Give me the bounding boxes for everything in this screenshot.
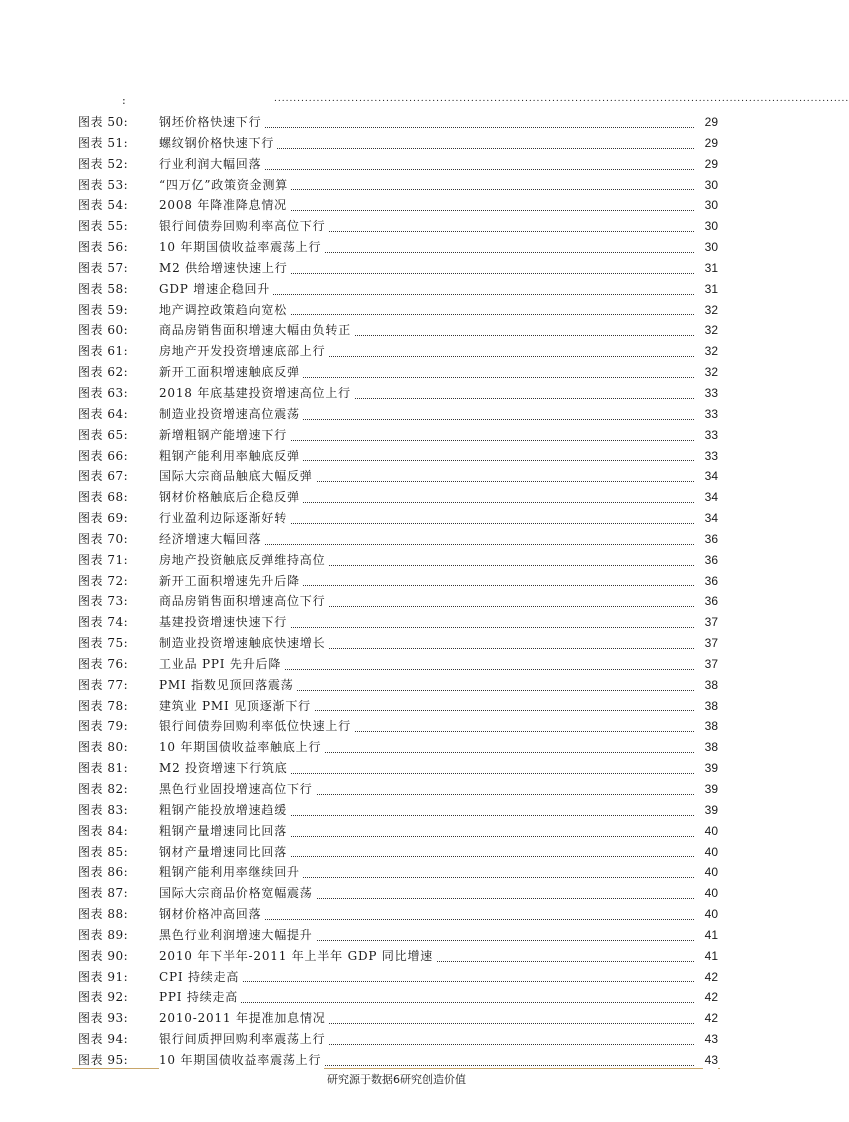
toc-entry[interactable] [78,279,718,300]
toc-entry[interactable] [78,696,718,717]
toc-entry-title[interactable]: 钢坯价格快速下行 [159,112,264,132]
toc-entry-page-number[interactable]: 33 [703,383,718,403]
toc-entry[interactable] [78,487,718,508]
toc-continuation-line [78,94,849,108]
toc-entry-page-number[interactable]: 37 [703,633,718,653]
toc-entry[interactable] [78,216,718,237]
toc-entry-title[interactable]: 制造业投资增速高位震荡 [159,404,303,424]
toc-entry-title[interactable]: 行业盈利边际逐渐好转 [159,508,290,528]
toc-entry-title[interactable]: 工业品 PPI 先升后降 [159,654,284,674]
toc-entry-title[interactable]: 基建投资增速快速下行 [159,612,290,632]
toc-continuation-colon: : [122,94,126,107]
toc-entry-label: 图表 92: [78,990,129,1005]
toc-entry[interactable] [78,821,718,842]
toc-entry-label: 图表 94: [78,1032,129,1047]
toc-entry[interactable] [78,716,718,737]
toc-entry-label: 图表 91: [78,969,129,984]
toc-entry-title[interactable]: 新增粗钢产能增速下行 [159,425,290,445]
toc-entry[interactable] [78,300,718,321]
toc-entry-page-number[interactable]: 42 [703,967,718,987]
toc-entry-page-number[interactable]: 32 [703,300,718,320]
toc-entry-title[interactable]: PMI 指数见顶回落震荡 [159,675,297,695]
toc-entry-title[interactable]: 粗钢产量增速同比回落 [159,821,290,841]
toc-entry[interactable] [78,842,718,863]
toc-entry[interactable] [78,258,718,279]
toc-entry[interactable] [78,862,718,883]
toc-entry-page-number[interactable]: 39 [703,779,718,799]
toc-entry-page-number[interactable]: 29 [703,133,718,153]
toc-entry-label: 图表 72: [78,573,129,588]
toc-entry-title[interactable]: M2 投资增速下行筑底 [159,758,291,778]
toc-entry-label: 图表 78: [78,698,129,713]
toc-entry-label: 图表 81: [78,761,129,776]
toc-entry-title[interactable]: 银行间质押回购利率震荡上行 [159,1029,328,1049]
toc-entry-page-number[interactable]: 32 [703,320,718,340]
toc-entry-label: 图表 63: [78,385,129,400]
toc-entry[interactable] [78,925,718,946]
toc-entry[interactable] [78,404,718,425]
toc-entry-title[interactable]: 国际大宗商品触底大幅反弹 [159,466,316,486]
toc-entry-title[interactable]: 新开工面积增速触底反弹 [159,362,303,382]
toc-entry-page-number[interactable]: 39 [703,800,718,820]
toc-entry-label: 图表 79: [78,719,129,734]
toc-entry-label: 图表 76: [78,656,129,671]
toc-entry[interactable] [78,800,718,821]
toc-entry-label: 图表 66: [78,448,129,463]
toc-entry-page-number[interactable]: 36 [703,591,718,611]
toc-entry-page-number[interactable]: 31 [703,279,718,299]
toc-entry-title[interactable]: 10 年期国债收益率震荡上行 [159,237,324,257]
toc-entry[interactable] [78,320,718,341]
toc-entry-title[interactable]: 建筑业 PMI 见顶逐渐下行 [159,696,314,716]
toc-entry-page-number[interactable]: 34 [703,487,718,507]
toc-entry-label: 图表 60: [78,323,129,338]
toc-entry-title[interactable]: PPI 持续走高 [159,987,241,1007]
toc-entry-label: 图表 85: [78,844,129,859]
toc-entry-page-number[interactable]: 30 [703,216,718,236]
toc-entry-title[interactable]: M2 供给增速快速上行 [159,258,291,278]
toc-entry-title[interactable]: 银行间债券回购利率高位下行 [159,216,328,236]
toc-entry-title[interactable]: 2010 年下半年-2011 年上半年 GDP 同比增速 [159,946,436,966]
toc-entry[interactable] [78,112,718,133]
toc-entry-label: 图表 84: [78,823,129,838]
toc-entry[interactable] [78,1008,718,1029]
toc-entry[interactable] [78,654,718,675]
toc-entry-page-number[interactable]: 31 [703,258,718,278]
toc-entry-label: 图表 83: [78,802,129,817]
toc-entry-label: 图表 58: [78,281,129,296]
toc-entry-title[interactable]: 商品房销售面积增速高位下行 [159,591,328,611]
toc-entry-page-number[interactable]: 37 [703,612,718,632]
toc-entry-title[interactable]: 2010-2011 年提准加息情况 [159,1008,329,1028]
toc-entry-label: 图表 77: [78,677,129,692]
toc-entry[interactable] [78,967,718,988]
toc-entry-title[interactable]: 地产调控政策趋向宽松 [159,300,290,320]
toc-entry[interactable] [78,591,718,612]
toc-entry-title[interactable]: 钢材产量增速同比回落 [159,842,290,862]
toc-entry[interactable] [78,1029,718,1050]
toc-entry-title[interactable]: 行业利润大幅回落 [159,154,264,174]
toc-entry-title[interactable]: 国际大宗商品价格宽幅震荡 [159,883,316,903]
toc-entry-title[interactable]: 螺纹钢价格快速下行 [159,133,277,153]
toc-entry-label: 图表 50: [78,115,129,129]
toc-entry-page-number[interactable]: 38 [703,716,718,736]
toc-entry-page-number[interactable]: 43 [703,1050,718,1070]
toc-entry[interactable] [78,341,718,362]
toc-entry-page-number[interactable]: 32 [703,341,718,361]
toc-entry-page-number[interactable]: 41 [703,946,718,966]
toc-entry-page-number[interactable]: 41 [703,925,718,945]
toc-entry-page-number[interactable]: 40 [703,883,718,903]
toc-entry-label: 图表 95: [78,1052,129,1067]
toc-entry-title[interactable]: 房地产投资触底反弹维持高位 [159,550,328,570]
toc-entry-title[interactable]: 2008 年降准降息情况 [159,195,290,215]
toc-entry[interactable] [78,779,718,800]
toc-entry-title[interactable]: 10 年期国债收益率震荡上行 [159,1050,324,1070]
toc-entry-label: 图表 90: [78,948,129,963]
toc-entry-page-number[interactable]: 42 [703,1008,718,1028]
toc-entry-label: 图表 52: [78,156,129,171]
toc-entry-page-number[interactable]: 33 [703,404,718,424]
toc-entry-page-number[interactable]: 29 [703,154,718,174]
toc-entry-title[interactable]: 粗钢产能利用率继续回升 [159,862,303,882]
toc-entry-title[interactable]: 商品房销售面积增速大幅由负转正 [159,320,354,340]
toc-entry-label: 图表 69: [78,511,129,526]
toc-entry[interactable] [78,446,718,467]
toc-entry[interactable] [78,883,718,904]
toc-entry-page-number[interactable]: 39 [703,758,718,778]
toc-entry-page-number[interactable]: 29 [703,112,718,132]
toc-entry-title[interactable]: “四万亿”政策资金测算 [159,175,291,195]
toc-entry-label: 图表 55: [78,219,129,234]
toc-entry[interactable] [78,758,718,779]
toc-entry-title[interactable]: 粗钢产能投放增速趋缓 [159,800,290,820]
toc-entry-label: 图表 62: [78,365,129,380]
toc-entry-page-number[interactable]: 40 [703,821,718,841]
toc-entry-page-number[interactable]: 38 [703,696,718,716]
toc-entry-page-number[interactable]: 32 [703,362,718,382]
chart-index-list [78,112,718,1071]
toc-entry-title[interactable]: 新开工面积增速先升后降 [159,571,303,591]
toc-entry[interactable] [78,195,718,216]
toc-entry-title[interactable]: 10 年期国债收益率触底上行 [159,737,324,757]
toc-continuation-leader: ..................................................................................................................................................... [274,94,849,104]
toc-entry-label: 图表 67: [78,469,129,484]
toc-entry-page-number[interactable]: 36 [703,529,718,549]
toc-entry-title[interactable]: GDP 增速企稳回升 [159,279,273,299]
toc-entry-label: 图表 88: [78,907,129,922]
toc-entry[interactable] [78,383,718,404]
toc-entry-label: 图表 71: [78,552,129,567]
toc-entry-page-number[interactable]: 40 [703,842,718,862]
toc-entry[interactable] [78,529,718,550]
toc-entry-page-number[interactable]: 40 [703,904,718,924]
toc-entry-label: 图表 75: [78,636,129,651]
toc-entry[interactable] [78,987,718,1008]
toc-entry-title[interactable]: 房地产开发投资增速底部上行 [159,341,328,361]
toc-entry-title[interactable]: 2018 年底基建投资增速高位上行 [159,383,354,403]
toc-entry-page-number[interactable]: 30 [703,175,718,195]
toc-entry[interactable] [78,633,718,654]
toc-entry-label: 图表 54: [78,198,129,213]
footer-slogan: 研究源于数据6研究创造价值 [327,1073,466,1086]
toc-entry-label: 图表 64: [78,406,129,421]
toc-entry[interactable] [78,362,718,383]
toc-entry-page-number[interactable]: 37 [703,654,718,674]
toc-entry-page-number[interactable]: 33 [703,446,718,466]
toc-entry-label: 图表 82: [78,782,129,796]
toc-entry-title[interactable]: 黑色行业利润增速大幅提升 [159,925,316,945]
toc-entry-page-number[interactable]: 38 [703,737,718,757]
toc-entry-page-number[interactable]: 40 [703,862,718,882]
toc-entry-label: 图表 57: [78,260,129,275]
toc-entry-page-number[interactable]: 30 [703,237,718,257]
toc-entry-title[interactable]: 制造业投资增速触底快速增长 [159,633,328,653]
toc-entry[interactable] [78,571,718,592]
toc-entry-title[interactable]: 经济增速大幅回落 [159,529,264,549]
toc-entry[interactable] [78,904,718,925]
toc-entry-page-number[interactable]: 36 [703,550,718,570]
toc-entry-title[interactable]: CPI 持续走高 [159,967,242,987]
toc-entry[interactable] [78,466,718,487]
toc-entry[interactable] [78,154,718,175]
toc-entry-page-number[interactable]: 30 [703,195,718,215]
toc-entry[interactable] [78,508,718,529]
toc-entry-label: 图表 80: [78,740,129,755]
toc-entry[interactable] [78,737,718,758]
toc-entry[interactable] [78,612,718,633]
toc-entry-title[interactable]: 钢材价格触底后企稳反弹 [159,487,303,507]
toc-entry-title[interactable]: 钢材价格冲高回落 [159,904,264,924]
toc-entry-page-number[interactable]: 34 [703,466,718,486]
toc-entry[interactable] [78,237,718,258]
toc-entry-title[interactable]: 黑色行业固投增速高位下行 [159,779,316,799]
toc-entry-page-number[interactable]: 36 [703,571,718,591]
toc-entry-label: 图表 86: [78,865,129,880]
toc-entry-label: 图表 89: [78,927,129,942]
toc-entry[interactable] [78,175,718,196]
toc-entry-label: 图表 73: [78,594,129,609]
toc-entry-label: 图表 70: [78,531,129,546]
toc-entry[interactable] [78,675,718,696]
toc-entry-title[interactable]: 银行间债券回购利率低位快速上行 [159,716,354,736]
toc-entry-label: 图表 87: [78,886,129,901]
toc-entry-label: 图表 65: [78,427,129,442]
toc-entry-page-number[interactable]: 38 [703,675,718,695]
toc-entry-page-number[interactable]: 42 [703,987,718,1007]
toc-entry-label: 图表 51: [78,135,129,150]
toc-entry-label: 图表 59: [78,302,129,317]
toc-entry[interactable] [78,425,718,446]
toc-entry[interactable] [78,946,718,967]
toc-entry-page-number[interactable]: 43 [703,1029,718,1049]
toc-entry-label: 图表 56: [78,240,129,255]
toc-entry-label: 图表 53: [78,177,129,192]
toc-entry-label: 图表 68: [78,490,129,505]
toc-entry[interactable] [78,550,718,571]
toc-entry-label: 图表 61: [78,344,129,359]
toc-entry-page-number[interactable]: 33 [703,425,718,445]
toc-entry-title[interactable]: 粗钢产能利用率触底反弹 [159,446,303,466]
toc-entry-label: 图表 93: [78,1011,129,1026]
toc-entry-page-number[interactable]: 34 [703,508,718,528]
toc-entry[interactable] [78,133,718,154]
toc-entry-label: 图表 74: [78,615,129,630]
